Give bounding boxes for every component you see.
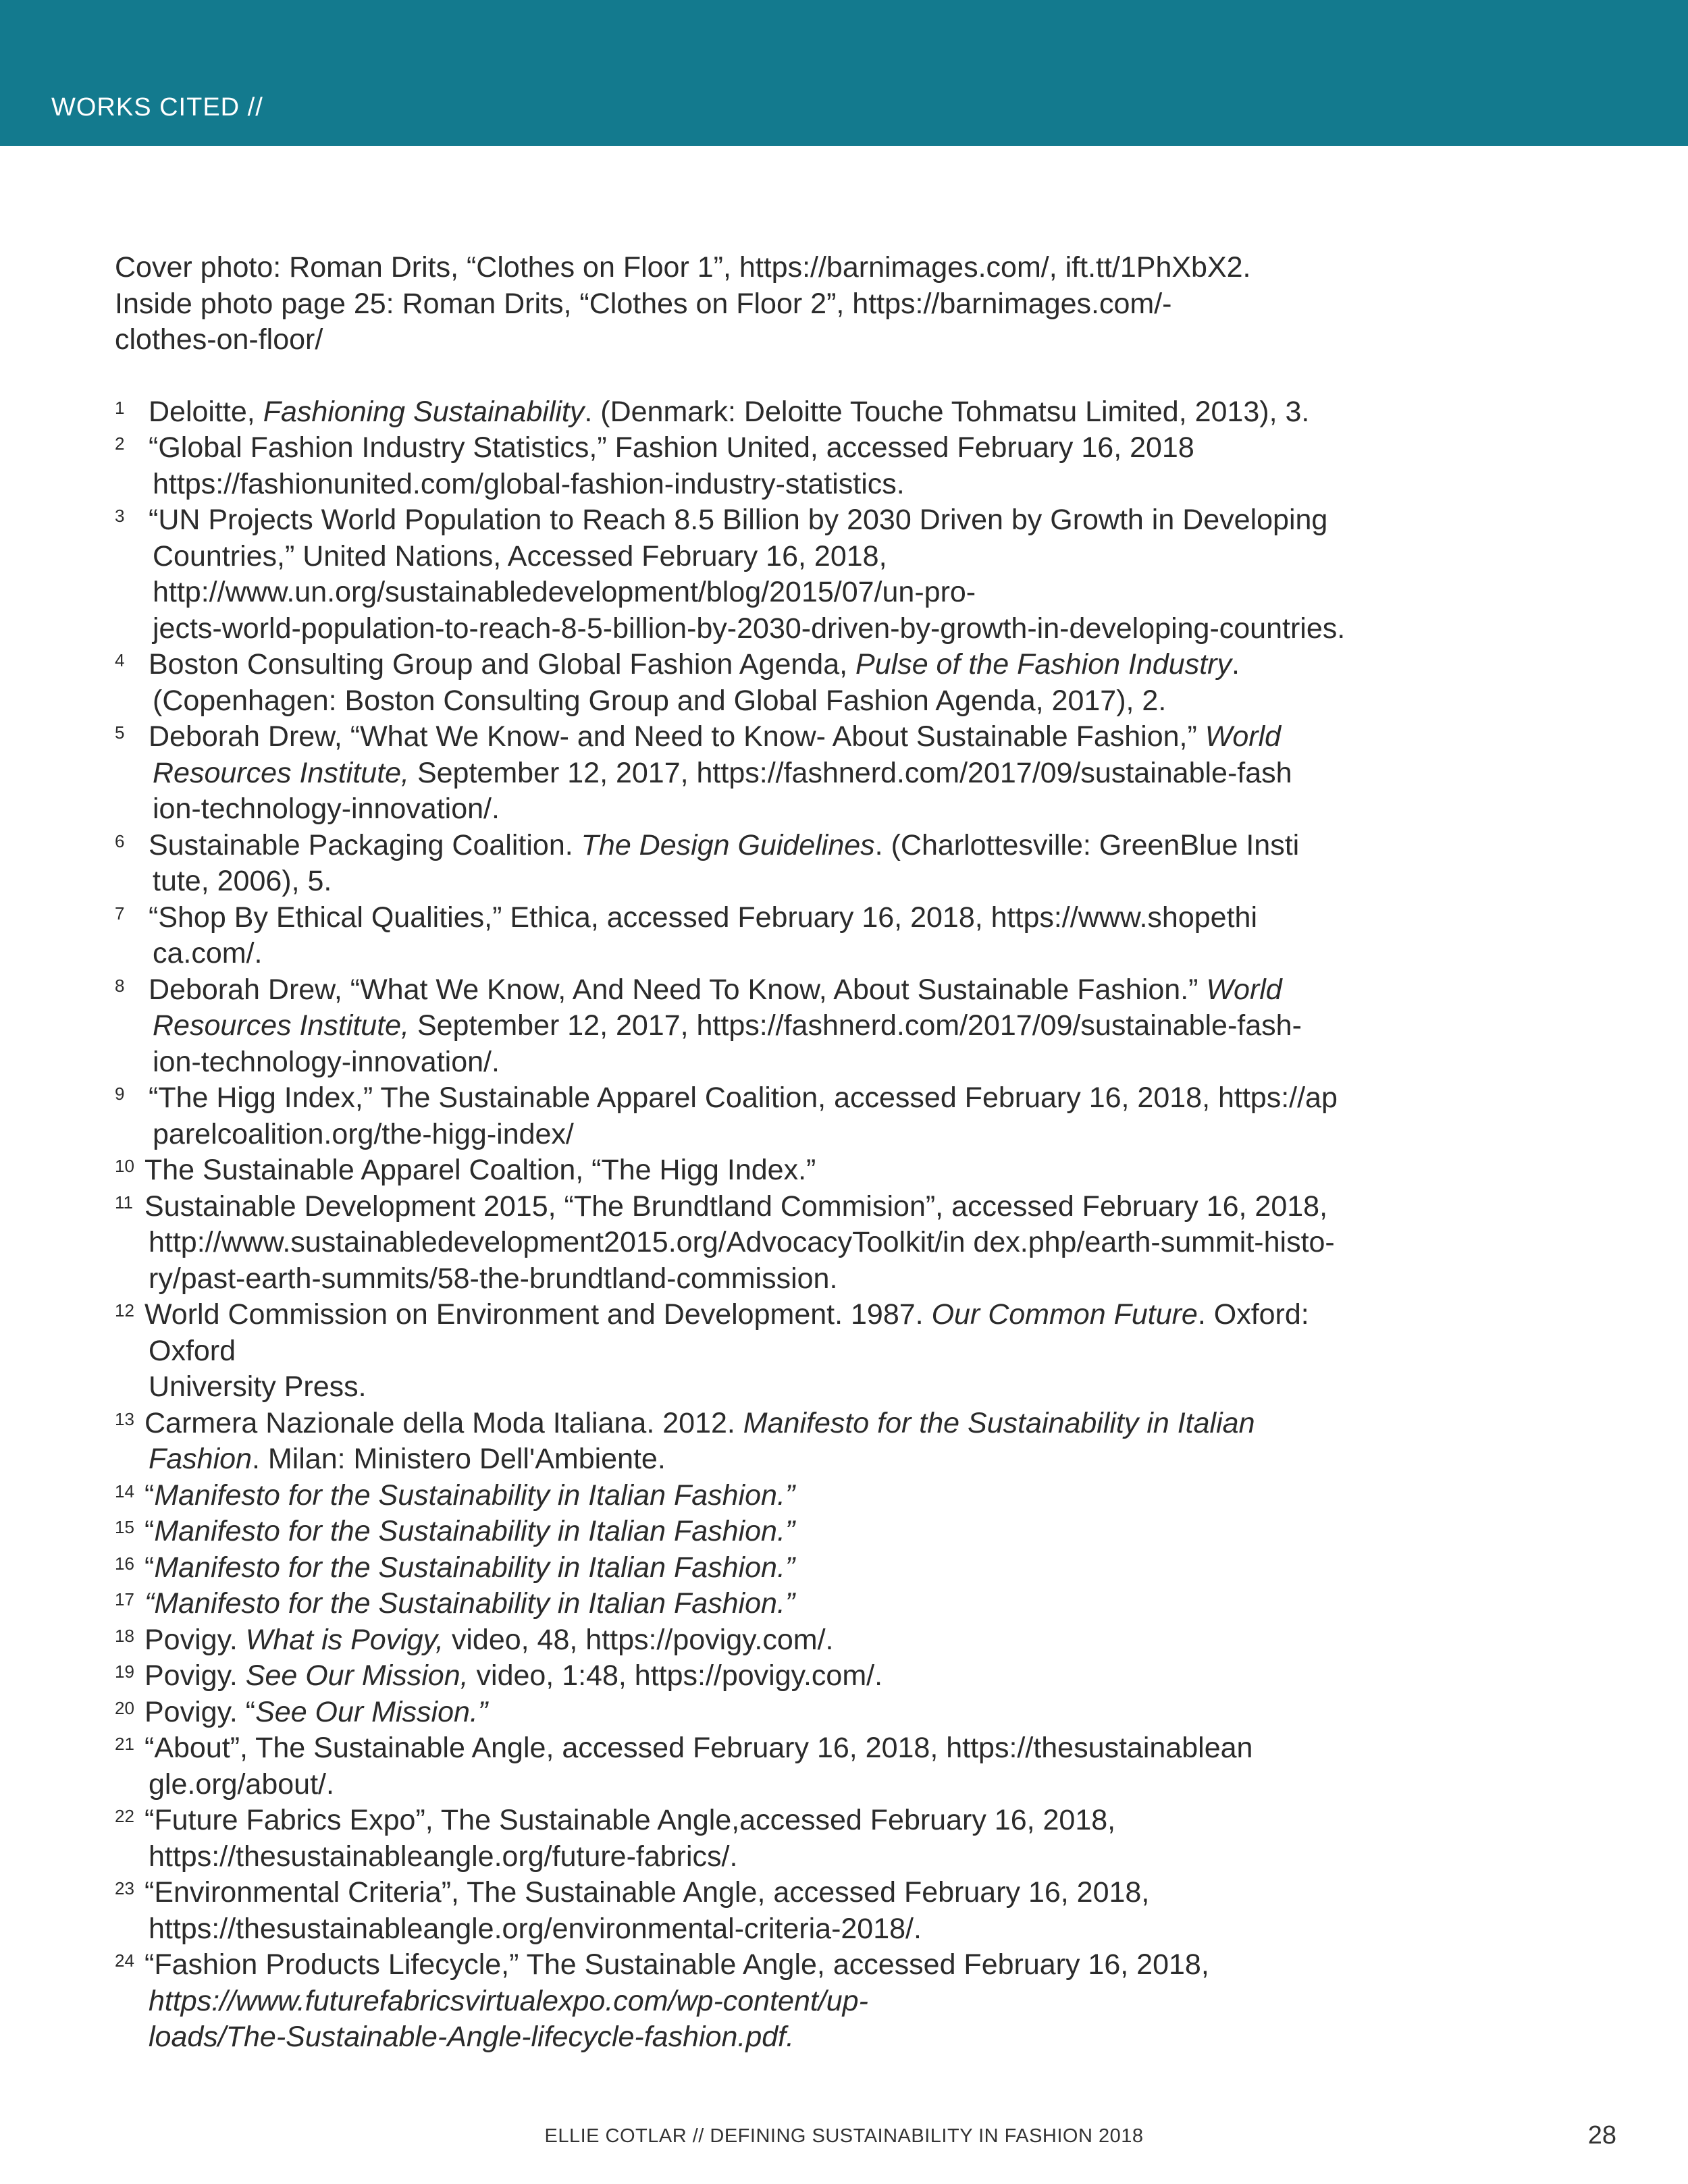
endnote-number: 3 [115, 506, 125, 526]
endnote-line [149, 1117, 1587, 1153]
endnote-item [115, 972, 1587, 1081]
endnote-line [149, 611, 1587, 647]
endnote-item [115, 1947, 1587, 2056]
endnote-number: 1 [115, 397, 125, 418]
endnote-line [149, 1008, 1587, 1044]
endnote-line [149, 900, 1587, 936]
endnote-text: video, 48, https://povigy.com/. [443, 1623, 834, 1656]
endnote-italic-text: The Design Guidelines [581, 828, 875, 861]
endnote-number: 22 [115, 1806, 134, 1826]
endnote-text: http://www.sustainabledevelopment2015.org/AdvocacyToolkit/in dex.php/earth-summit-histo- [149, 1226, 1335, 1258]
endnote-text: ion-technology-innovation/. [153, 793, 500, 825]
endnote-text: Povigy. “ [144, 1695, 256, 1728]
endnote-item [115, 1297, 1587, 1406]
endnote-number: 4 [115, 650, 125, 670]
endnote-line [144, 1911, 1587, 1948]
endnote-line [144, 1406, 1587, 1442]
endnote-text: . (Charlottesville: GreenBlue Insti [874, 828, 1300, 861]
endnote-text: Countries,” United Nations, Accessed February 16, 2018, [153, 539, 887, 572]
endnote-text: “Shop By Ethical Qualities,” Ethica, accessed February 16, 2018, https://www.shopethi [149, 901, 1257, 934]
section-title: WORKS CITED // [51, 93, 263, 122]
endnote-line [149, 936, 1587, 972]
endnote-number: 6 [115, 830, 125, 851]
endnote-item [115, 1189, 1587, 1298]
endnote-italic-text: Manifesto for the Sustainability in Italian Fashion.” [154, 1479, 795, 1512]
endnote-item [115, 1514, 1587, 1550]
endnote-text: ry/past-earth-summits/58-the-brundtland-commission. [149, 1262, 838, 1295]
endnote-text: “ [144, 1551, 155, 1584]
cover-credit-line: clothes-on-floor/ [115, 323, 323, 356]
endnote-line [144, 1478, 1587, 1514]
endnote-item [115, 900, 1587, 972]
endnote-text: September 12, 2017, https://fashnerd.com/2017/09/sustainable-fash [409, 756, 1292, 789]
endnote-text: Sustainable Development 2015, “The Brundtland Commision”, accessed February 16, 2018, [144, 1190, 1328, 1223]
endnote-italic-text: Resources Institute, [153, 756, 410, 789]
endnote-line [149, 502, 1587, 539]
endnote-line [144, 1441, 1587, 1478]
endnote-text: Deborah Drew, “What We Know, And Need To Know, About Sustainable Fashion.” [149, 973, 1207, 1006]
endnote-text: gle.org/about/. [149, 1767, 334, 1801]
endnote-item [115, 1658, 1587, 1695]
endnote-line [144, 1586, 1587, 1622]
endnote-number: 7 [115, 903, 125, 924]
endnote-italic-text: Manifesto for the Sustainability in Italian Fashion.” [154, 1551, 795, 1584]
endnote-item [115, 1478, 1587, 1514]
endnote-item [115, 1406, 1587, 1478]
endnote-line [144, 1189, 1587, 1225]
endnote-text: Deborah Drew, “What We Know- and Need to Know- About Sustainable Fashion,” [149, 720, 1205, 753]
endnote-line [144, 1261, 1587, 1298]
endnote-text: Sustainable Packaging Coalition. [149, 828, 581, 861]
endnote-text: “Environmental Criteria”, The Sustainable Angle, accessed February 16, 2018, [144, 1876, 1150, 1909]
endnote-line [149, 863, 1587, 900]
endnote-text: (Copenhagen: Boston Consulting Group and Global Fashion Agenda, 2017), 2. [153, 684, 1167, 717]
endnote-line [144, 1514, 1587, 1550]
endnote-item [115, 502, 1587, 647]
endnote-number: 24 [115, 1950, 134, 1971]
endnote-text: https://thesustainableangle.org/environmental-criteria-2018/. [149, 1912, 922, 1945]
endnote-item [115, 1803, 1587, 1875]
endnote-italic-text: What is Povigy, [245, 1623, 444, 1656]
endnote-italic-text: See Our Mission.” [255, 1695, 488, 1728]
endnote-number: 17 [115, 1589, 134, 1609]
endnote-text: “Fashion Products Lifecycle,” The Sustainable Angle, accessed February 16, 2018, [144, 1948, 1209, 1981]
endnote-number: 15 [115, 1517, 134, 1537]
endnote-line [149, 647, 1587, 683]
endnote-line [144, 1947, 1587, 1983]
endnote-text: Boston Consulting Group and Global Fashion Agenda, [149, 648, 856, 681]
endnote-number: 5 [115, 722, 125, 743]
page-number: 28 [1587, 2121, 1616, 2150]
endnote-item [115, 719, 1587, 828]
endnote-line [149, 575, 1587, 611]
endnote-item [115, 828, 1587, 900]
endnote-italic-text: World [1206, 973, 1282, 1006]
endnote-text: “ [144, 1479, 155, 1512]
endnote-text: https://thesustainableangle.org/future-fabrics/. [149, 1840, 738, 1873]
endnote-italic-text: World [1205, 720, 1282, 753]
endnote-text: tute, 2006), 5. [153, 865, 332, 897]
endnote-text: http://www.un.org/sustainabledevelopment/blog/2015/07/un-pro- [153, 576, 976, 608]
endnote-line [144, 1730, 1587, 1767]
endnote-line [144, 2019, 1587, 2056]
endnote-text: https://fashionunited.com/global-fashion-industry-statistics. [153, 467, 905, 500]
endnote-text: “ [144, 1515, 155, 1547]
endnote-text: . Milan: Ministero Dell'Ambiente. [251, 1443, 666, 1475]
endnote-number: 8 [115, 975, 125, 996]
endnote-line [149, 430, 1587, 467]
footer-text: ELLIE COTLAR // DEFINING SUSTAINABILITY IN FASHION 2018 [544, 2125, 1144, 2147]
endnote-line [149, 719, 1587, 755]
endnote-text: . (Denmark: Deloitte Touche Tohmatsu Limited, 2013), 3. [584, 395, 1310, 428]
endnote-number: 13 [115, 1408, 134, 1429]
endnote-item [115, 1586, 1587, 1622]
endnote-text: “About”, The Sustainable Angle, accessed February 16, 2018, https://thesustainablean [144, 1732, 1253, 1764]
endnote-italic-text: loads/The-Sustainable-Angle-lifecycle-fashion.pdf. [149, 2021, 795, 2053]
endnote-line [144, 1550, 1587, 1587]
endnote-number: 10 [115, 1156, 134, 1176]
endnote-text: ion-technology-innovation/. [153, 1045, 500, 1078]
endnote-item [115, 1622, 1587, 1659]
endnote-text: The Sustainable Apparel Coaltion, “The Higg Index.” [144, 1154, 816, 1186]
endnote-text: September 12, 2017, https://fashnerd.com/2017/09/sustainable-fash- [409, 1009, 1302, 1042]
endnote-italic-text: Manifesto for the Sustainability in Italian Fashion.” [154, 1515, 795, 1547]
endnote-text: University Press. [149, 1370, 367, 1403]
endnote-line [144, 1983, 1587, 2020]
endnote-line [144, 1369, 1587, 1406]
endnote-italic-text: “Manifesto for the Sustainability in Italian Fashion.” [144, 1587, 795, 1620]
endnote-line [144, 1695, 1587, 1731]
endnote-item [115, 647, 1587, 719]
endnote-item [115, 394, 1587, 431]
endnote-number: 9 [115, 1084, 125, 1104]
endnote-number: 12 [115, 1300, 134, 1321]
endnote-text: . [1231, 648, 1240, 681]
endnote-line [144, 1297, 1587, 1333]
endnote-text: “Future Fabrics Expo”, The Sustainable Angle,accessed February 16, 2018, [144, 1804, 1116, 1836]
cover-credit-line: Cover photo: Roman Drits, “Clothes on Floor 1”, https://barnimages.com/, ift.tt/1PhXbX2. [115, 251, 1251, 284]
endnote-number: 23 [115, 1878, 134, 1898]
endnote-italic-text: Resources Institute, [153, 1009, 410, 1042]
endnote-line [149, 755, 1587, 792]
endnote-text: Povigy. [144, 1659, 246, 1692]
endnote-line [144, 1152, 1587, 1189]
endnote-number: 21 [115, 1734, 134, 1754]
endnote-text: Carmera Nazionale della Moda Italiana. 2012. [144, 1406, 743, 1439]
endnotes-list [115, 394, 1587, 2056]
endnote-number: 2 [115, 433, 125, 454]
endnote-number: 16 [115, 1553, 134, 1574]
endnote-line [149, 828, 1587, 864]
endnote-text: Oxford [149, 1334, 236, 1367]
endnote-text: “The Higg Index,” The Sustainable Apparel Coalition, accessed February 16, 2018, https://ap [149, 1082, 1338, 1114]
endnote-text: . Oxford: [1197, 1298, 1309, 1331]
endnote-italic-text: Fashion [149, 1443, 252, 1475]
endnote-text: “Global Fashion Industry Statistics,” Fashion United, accessed February 16, 2018 [149, 431, 1194, 464]
endnote-line [149, 972, 1587, 1009]
endnote-italic-text: Pulse of the Fashion Industry [855, 648, 1232, 681]
endnote-line [144, 1225, 1587, 1261]
endnote-line [149, 467, 1587, 503]
works-cited-content [115, 250, 1587, 2056]
endnote-line [144, 1658, 1587, 1695]
endnote-text: ca.com/. [153, 937, 263, 969]
endnote-item [115, 1080, 1587, 1152]
endnote-item [115, 1550, 1587, 1587]
endnote-line [144, 1333, 1587, 1370]
endnote-italic-text: https://www.futurefabricsvirtualexpo.com/wp-content/up- [149, 1984, 868, 2017]
endnote-text: Povigy. [144, 1623, 246, 1656]
endnote-line [149, 539, 1587, 575]
endnote-text: video, 1:48, https://povigy.com/. [468, 1659, 883, 1692]
endnote-number: 11 [115, 1192, 133, 1213]
endnote-italic-text: Manifesto for the Sustainability in Italian [743, 1406, 1255, 1439]
endnote-text: parelcoalition.org/the-higg-index/ [153, 1117, 574, 1150]
endnote-italic-text: See Our Mission, [245, 1659, 469, 1692]
endnote-line [149, 683, 1587, 720]
endnote-item [115, 1730, 1587, 1803]
endnote-item [115, 1152, 1587, 1189]
endnote-line [144, 1875, 1587, 1911]
endnote-line [149, 394, 1587, 431]
endnote-text: jects-world-population-to-reach-8-5-billion-by-2030-driven-by-growth-in-developing-countries. [153, 612, 1346, 645]
cover-credit-line: Inside photo page 25: Roman Drits, “Clothes on Floor 2”, https://barnimages.com/- [115, 287, 1172, 320]
endnote-line [144, 1622, 1587, 1659]
endnote-line [149, 791, 1587, 828]
endnote-line [149, 1044, 1587, 1081]
endnote-line [144, 1839, 1587, 1875]
endnote-number: 20 [115, 1697, 134, 1718]
endnote-text: Deloitte, [149, 395, 263, 428]
endnote-italic-text: Fashioning Sustainability [263, 395, 585, 428]
endnote-italic-text: Our Common Future [931, 1298, 1198, 1331]
endnote-item [115, 1875, 1587, 1947]
endnote-number: 14 [115, 1481, 134, 1501]
endnote-text: “UN Projects World Population to Reach 8.5 Billion by 2030 Driven by Growth in Developing [149, 504, 1328, 536]
endnote-line [149, 1080, 1587, 1117]
endnote-line [144, 1767, 1587, 1803]
endnote-line [144, 1803, 1587, 1839]
endnote-item [115, 1695, 1587, 1731]
cover-credits [115, 250, 1587, 358]
endnote-number: 19 [115, 1661, 134, 1682]
endnote-number: 18 [115, 1625, 134, 1646]
endnote-item [115, 430, 1587, 502]
endnote-text: World Commission on Environment and Development. 1987. [144, 1298, 932, 1331]
header-bar [0, 0, 1688, 146]
